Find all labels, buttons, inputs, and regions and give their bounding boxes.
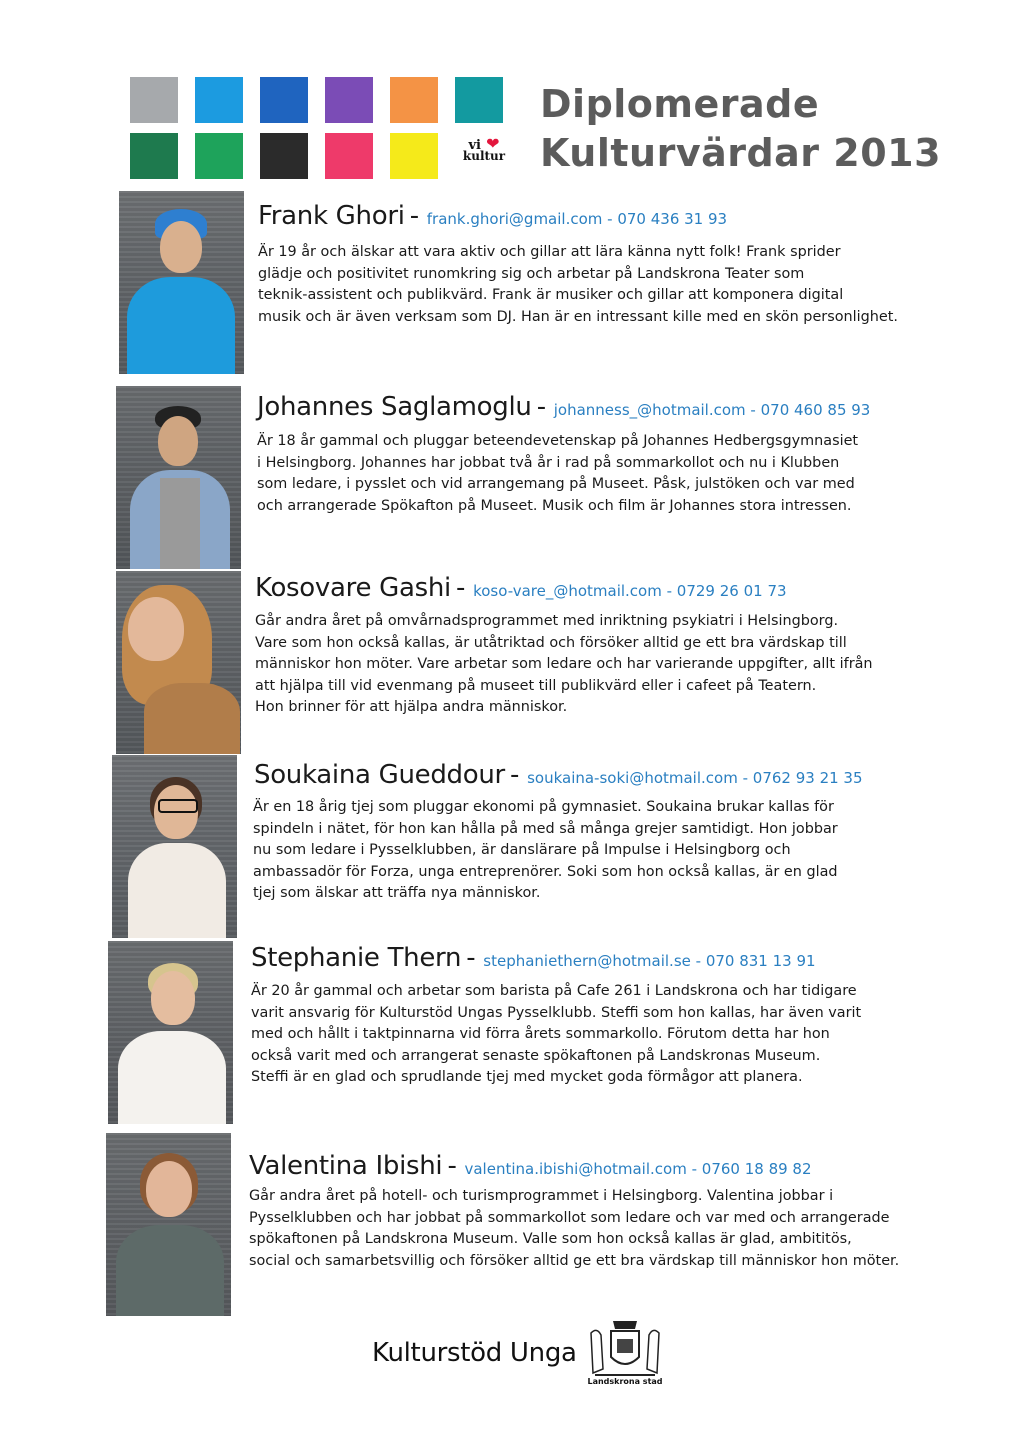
person-bio xyxy=(258,242,938,328)
person-contact: frank.ghori@gmail.com - 070 436 31 93 xyxy=(426,210,728,228)
person-heading: Frank Ghori - frank.ghori@gmail.com - 070 436 31 93 xyxy=(258,201,728,231)
person-contact: koso-vare_@hotmail.com - 0729 26 01 73 xyxy=(473,582,787,600)
bio-line: Är 20 år gammal och arbetar som barista på Cafe 261 i Landskrona och har tidigare xyxy=(251,983,857,999)
portrait-photo xyxy=(106,1133,231,1316)
bio-line: som ledare, i pysslet och vid arrangemang på Museet. Påsk, julstöken och var med xyxy=(257,476,855,492)
bio-line: Steffi är en glad och sprudlande tjej med mycket goda förmågor att planera. xyxy=(251,1069,803,1085)
person-name: Valentina Ibishi xyxy=(249,1151,443,1181)
city-crest-icon xyxy=(585,1313,665,1385)
bio-line: Hon brinner för att hjälpa andra människor. xyxy=(255,699,568,715)
bio-line: och arrangerade Spökafton på Museet. Musik och film är Johannes stora intressen. xyxy=(257,497,852,514)
person-heading: Soukaina Gueddour - soukaina-soki@hotmail.com - 0762 93 21 35 xyxy=(254,760,863,790)
portrait-photo xyxy=(119,191,244,374)
bio-line: Vare som hon också kallas, är utåtriktad och försöker alltid ge ett bra värdskap till xyxy=(255,634,847,651)
bio-line: musik och är även verksam som DJ. Han är en intressant kille med en skön personlighet. xyxy=(258,308,898,325)
bio-line: Är 19 år och älskar att vara aktiv och gillar att lära känna nytt folk! Frank sprider xyxy=(258,244,841,260)
color-square xyxy=(130,133,178,179)
title-line-1: Diplomerade xyxy=(540,82,820,126)
color-square xyxy=(390,133,438,179)
person-bio xyxy=(251,981,931,1089)
bio-line: i Helsingborg. Johannes har jobbat två år i rad på sommarkollot och nu i Klubben xyxy=(257,454,840,471)
bio-line: varit ansvarig för Kulturstöd Ungas Pysselklubb. Steffi som hon kallas, har även varit xyxy=(251,1004,862,1021)
bio-line: också varit med och arrangerat senaste spökaftonen på Landskronas Museum. xyxy=(251,1047,821,1064)
color-square xyxy=(260,77,308,123)
color-square xyxy=(455,77,503,123)
bio-line: Är 18 år gammal och pluggar beteendevetenskap på Johannes Hedbergsgymnasiet xyxy=(257,433,859,449)
person-heading: Johannes Saglamoglu - johanness_@hotmail.com - 070 460 85 93 xyxy=(257,392,871,422)
person-contact: stephaniethern@hotmail.se - 070 831 13 91 xyxy=(483,952,816,970)
color-square xyxy=(130,77,178,123)
person-bio xyxy=(257,431,937,517)
person-name: Kosovare Gashi xyxy=(255,573,451,603)
color-square xyxy=(390,77,438,123)
bio-line: tjej som älskar att träffa nya människor. xyxy=(253,885,541,901)
heart-icon: ❤ xyxy=(486,134,500,153)
color-square xyxy=(195,77,243,123)
person-bio xyxy=(249,1186,929,1272)
person-name: Johannes Saglamoglu xyxy=(257,392,532,422)
bio-line: ambassadör för Forza, unga entreprenörer. Soki som hon också kallas, är en glad xyxy=(253,863,838,880)
bio-line: spökaftonen på Landskrona Museum. Valle som hon också kallas är glad, ambititös, xyxy=(249,1231,852,1247)
person-bio xyxy=(253,797,933,905)
person-name: Stephanie Thern xyxy=(251,943,462,973)
color-square xyxy=(325,77,373,123)
person-bio xyxy=(255,611,935,719)
bio-line: teknik-assistent och publikvärd. Frank är musiker och gillar att komponera digital xyxy=(258,287,844,303)
color-square xyxy=(260,133,308,179)
logo-vi-text: vi xyxy=(468,138,481,153)
portrait-photo xyxy=(112,755,237,938)
person-name: Soukaina Gueddour xyxy=(254,760,505,790)
portrait-photo xyxy=(108,941,233,1124)
bio-line: Går andra året på hotell- och turismprogrammet i Helsingborg. Valentina jobbar i xyxy=(249,1188,834,1204)
color-square xyxy=(325,133,373,179)
vi-love-kultur-logo xyxy=(456,134,512,178)
bio-line: nu som ledare i Pysselklubben, är danslärare på Impulse i Helsingborg och xyxy=(253,842,791,858)
crest-caption: Landskrona stad xyxy=(587,1377,663,1386)
person-heading: Stephanie Thern - stephaniethern@hotmail.se - 070 831 13 91 xyxy=(251,943,816,973)
logo-kultur-text: kultur xyxy=(462,149,506,163)
color-square xyxy=(195,133,243,179)
color-squares xyxy=(130,77,510,182)
person-contact: soukaina-soki@hotmail.com - 0762 93 21 35 xyxy=(527,769,863,787)
bio-line: att hjälpa till vid evenmang på museet till publikvärd eller i cafeet på Teatern. xyxy=(255,677,817,694)
portrait-photo xyxy=(116,571,241,754)
bio-line: Pysselklubben och har jobbat på sommarkollot som ledare och var med och arrangerade xyxy=(249,1209,890,1226)
person-contact: valentina.ibishi@hotmail.com - 0760 18 89 82 xyxy=(464,1160,812,1178)
person-contact: johanness_@hotmail.com - 070 460 85 93 xyxy=(553,401,871,419)
person-heading: Valentina Ibishi - valentina.ibishi@hotmail.com - 0760 18 89 82 xyxy=(249,1151,812,1181)
footer-organization: Kulturstöd Unga xyxy=(372,1338,577,1368)
title-line-2: Kulturvärdar 2013 xyxy=(540,131,942,176)
bio-line: Är en 18 årig tjej som pluggar ekonomi på gymnasiet. Soukaina brukar kallas för xyxy=(253,799,834,815)
bio-line: spindeln i nätet, för hon kan hålla på med så många grejer samtidigt. Hon jobbar xyxy=(253,820,838,837)
bio-line: social och samarbetsvillig och försöker alltid ge ett bra värdskap till människor hon möter. xyxy=(249,1252,900,1269)
bio-line: glädje och positivitet runomkring sig och arbetar på Landskrona Teater som xyxy=(258,265,805,282)
portrait-photo xyxy=(116,386,241,569)
bio-line: människor hon möter. Vare arbetar som ledare och har varierande uppgifter, allt ifrån xyxy=(255,656,873,672)
bio-line: med och hållt i taktpinnarna vid förra årets sommarkollo. Förutom detta har hon xyxy=(251,1026,830,1042)
page-title xyxy=(540,80,941,179)
person-name: Frank Ghori xyxy=(258,201,405,231)
person-heading: Kosovare Gashi - koso-vare_@hotmail.com - 0729 26 01 73 xyxy=(255,573,787,603)
bio-line: Går andra året på omvårnadsprogrammet med inriktning psykiatri i Helsingborg. xyxy=(255,613,839,629)
